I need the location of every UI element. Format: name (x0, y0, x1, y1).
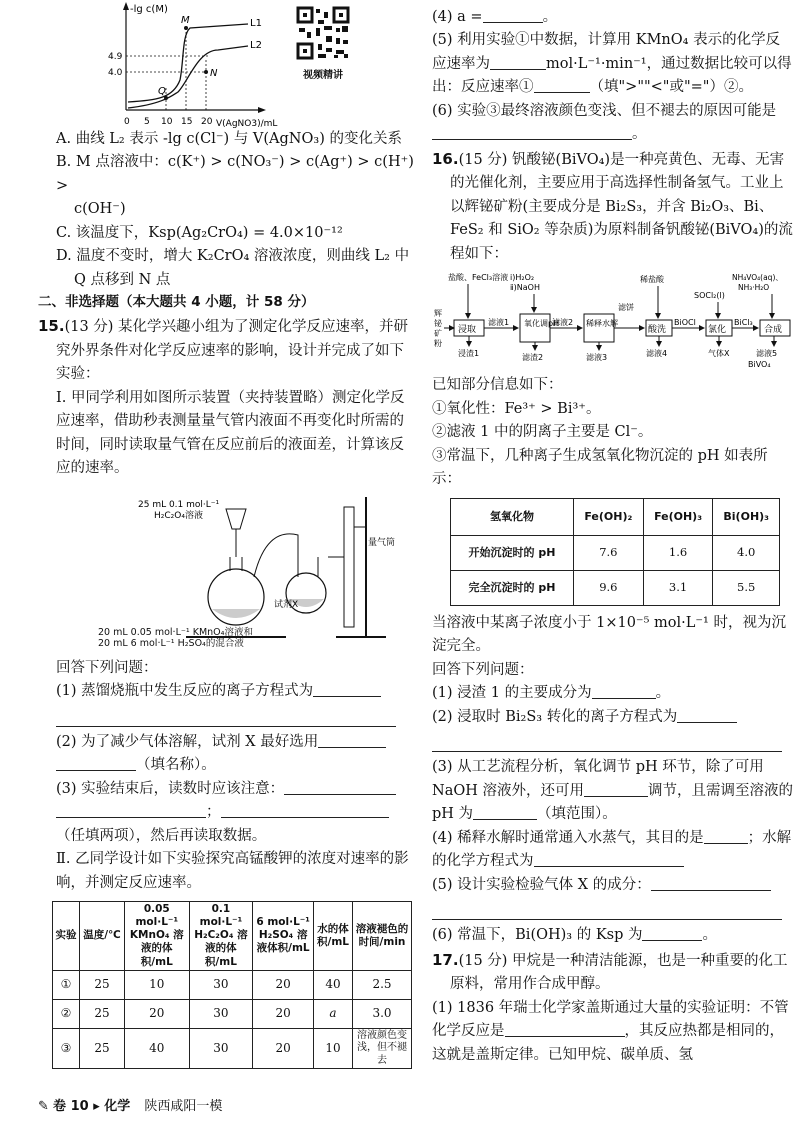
ph-header: 氢氧化物 (451, 498, 574, 535)
cell: 溶液颜色变浅，但不褪去 (353, 1028, 412, 1069)
flow-step-label: 合成 (764, 325, 783, 336)
cell: 30 (189, 970, 253, 999)
pen-icon: ✎ (38, 1099, 49, 1114)
q14-option-d: D. 温度不变时，增大 K₂CrO₄ 溶液浓度，则曲线 L₂ 中 (56, 248, 410, 265)
cell: 9.6 (574, 570, 644, 605)
apparatus-top-label-2: H₂C₂O₄溶液 (154, 510, 203, 521)
flow-between-4: BiCl₃ (734, 318, 753, 328)
q16-answer-3b[interactable] (473, 805, 537, 820)
curve-L2 (128, 46, 248, 108)
cell: 5.5 (713, 570, 780, 605)
q15-sub5-cont: mol·L⁻¹·min⁻¹，通过数据比较可以得出：反应速率① (432, 55, 792, 96)
q15-answer-2a[interactable] (318, 733, 386, 748)
x-tick-15: 15 (181, 117, 193, 127)
q16-number: 16. (432, 149, 459, 168)
q15-part-1: Ⅰ. 甲同学利用如图所示装置（夹持装置略）测定化学反应速率，借助秒表测量量气管内液面不再变化时所需的时间，同时读取量气管在反应前后的液面差，计算该反应的速率。 (56, 389, 405, 477)
apparatus-top-label: 25 mL 0.1 mol·L⁻¹ (138, 499, 220, 510)
q15-answer-5b[interactable] (534, 78, 590, 93)
q16-sub6: (6) 常温下，Bi(OH)₃ 的 Ksp 为 (432, 927, 643, 944)
figure-row (38, 0, 416, 128)
q15-sub3: (3) 实验结束后，读数时应该注意： (56, 780, 285, 797)
exp-header: 6 mol·L⁻¹ H₂SO₄ 溶液体积/mL (253, 902, 314, 971)
q15-sub5: (5) 利用实验①中数据，计算用 KMnO₄ 表示的化学反应速率为 (432, 32, 781, 72)
cell: 25 (80, 970, 125, 999)
cell: 2.5 (353, 970, 412, 999)
cell: 4.0 (713, 535, 780, 570)
q16-answer-4a[interactable] (704, 829, 748, 844)
flow-step-label: 浸取 (458, 325, 477, 336)
flow-reagent-5a: NH₄VO₄(aq)、 (732, 273, 783, 283)
x-tick-0: 0 (124, 117, 130, 127)
cell: 40 (314, 970, 353, 999)
flow-output-3: 滤液3 (586, 353, 608, 363)
curve-label-L1: L1 (250, 18, 262, 29)
flow-reagent-3: 稀盐酸 (640, 275, 664, 285)
q16-sub4: (4) 稀释水解时通常通入水蒸气，其目的是 (432, 829, 704, 846)
point-label-M: M (181, 15, 190, 26)
flow-reagent-4: SOCl₂(l) (694, 291, 725, 301)
flow-output-2: 滤渣2 (522, 353, 544, 363)
curve-L1 (128, 24, 248, 102)
point-label-N: N (210, 68, 218, 79)
apparatus-bottom-label-2: 20 mL 6 mol·L⁻¹ H₂SO₄的混合液 (98, 638, 244, 650)
q15-sub4: (4) a = (432, 9, 483, 25)
table-row (53, 999, 412, 1028)
apparatus-bottom-label: 20 mL 0.05 mol·L⁻¹ KMnO₄溶液和 (98, 626, 253, 638)
q15-answer-6[interactable] (432, 125, 632, 140)
flow-step-label: 酸洗 (648, 325, 667, 336)
q16-sub3-end: （填范围）。 (537, 806, 617, 823)
q15-answer-4[interactable] (483, 8, 543, 23)
cell: 30 (189, 1028, 253, 1069)
flow-step-label: 氧化调pH (524, 319, 560, 329)
q16-stem: (15 分) 钒酸铋(BiVO₄)是一种亮黄色、无毒、无害的光催化剂，主要应用于高选择性制备氢气。工业上以辉铋矿粉(主要成分是 Bi₂S₃，并含 Bi₂O₃、Bi、FeS₂ 和 SiO₂ 等杂质)为原料制备钒酸铋(BiVO₄)的流程如下： (450, 151, 793, 262)
flow-reagent-2b: ⅱ)NaOH (510, 283, 540, 293)
flow-between-3: BiOCl (674, 318, 696, 328)
q17-sub1-cont: ，其反应热都是相同的，这就是盖斯定律。已知甲烷、碳单质、氢 (432, 1023, 784, 1063)
footer-region: 陕西咸阳一模 (144, 1099, 223, 1114)
q15-number: 15. (38, 317, 65, 336)
flow-output-5: 气体X (708, 349, 730, 359)
section-heading: 二、非选择题（本大题共 4 小题，计 58 分） (38, 294, 315, 311)
apparatus-bottom-caption (98, 627, 253, 650)
cell: 25 (80, 1028, 125, 1069)
ph-table (450, 498, 780, 606)
q15-sub5-end: （填">""<"或"="）②。 (589, 79, 753, 96)
footer-label: 卷 10 ▸ 化学 (53, 1099, 131, 1114)
exp-header: 温度/℃ (80, 902, 125, 971)
right-column: (4) a = 。 (5) 利用实验①中数据，计算用 KMnO₄ 表示的化学反应速率为 mol·L⁻¹·min⁻¹，通过数据比较可以得出：反应速率① （填">""<"或"="）②。 (6) 实验③最终溶液颜色变浅、但不褪去的原因可能是。 16.(15 分) 钒酸铋(BiVO₄)是一种亮黄色、无毒、无害的光催化剂，主要应用于高选择性制备氢气。工业上以辉铋矿粉(主要成分是 Bi₂S₃，并含 Bi₂O₃、Bi、FeS₂ 和 SiO₂ 等杂质)为原料制备钒酸铋(BiVO₄)的流程如下： 辉铋矿粉 盐酸、FeCl₃溶液 浸取 滤液1 浸渣1 ⅰ)H₂O₂ ⅱ)NaOH 氧化调pH 滤液2 滤渣2 稀释水解 滤饼 滤液3 稀盐酸 酸洗 BiOCl 滤液4 SOCl₂(l) 氯化 BiCl₃ 气体X NH₄VO₄(aq)、 NH₃·H₂O 合成 滤液5 BiVO₄ 已知部分信息如下： ①氧化性：Fe³⁺ > Bi³⁺。 ②滤液 1 中的阴离子主要是 Cl⁻。 ③常温下，几种离子生成氢氧化物沉淀的 pH 如表所示： 氢氧化物 Fe(OH)₂ Fe(OH)₃ Bi(OH)₃ 开始沉淀时的 pH 7.6 1.6 4.0 完全沉淀时的 pH 9.6 3.1 5.5 当溶液中某离子浓度小于 1×10⁻⁵ mol·L⁻¹ 时，视为沉淀完全。 回答下列问题： (1) 浸渣 1 的主要成分为 。 (2) 浸取时 Bi₂S₃ 转化的离子方程式为 (3) 从工艺流程分析，氧化调节 pH 环节，除了可用 NaOH 溶液外，还可用 调节，且需调至溶液的 pH 为 （填范围）。 (4) 稀释水解时通常通入水蒸气，其目的是 ；水解的化学方程式为 (5) 设计实验检验气体 X 的成分： (6) 常温下，Bi(OH)₃ 的 Ksp 为 。 17.(15 分) 甲烷是一种清洁能源，也是一种重要的化工原料，常用作合成甲醇。 (1) 1836 年瑞士化学家盖斯通过大量的实验证明：不管化学反应是 ，其反应热都是相同的，这就是盖斯定律。已知甲烷、碳单质、氢 (432, 9, 793, 1063)
q15-answer-3b[interactable] (56, 803, 206, 818)
cell: 30 (189, 999, 253, 1028)
cell: 10 (125, 970, 190, 999)
cell: 3.0 (353, 999, 412, 1028)
q15-sub2: (2) 为了减少气体溶解，试剂 X 最好选用 (56, 733, 319, 750)
flow-reagent-1: 盐酸、FeCl₃溶液 (448, 273, 509, 283)
ph-header: Fe(OH)₃ (643, 498, 713, 535)
table-row (53, 970, 412, 999)
cell: 完全沉淀时的 pH (451, 570, 574, 605)
exp-header: 实验 (53, 902, 80, 971)
q16-info-1: ①氧化性：Fe³⁺ > Bi³⁺。 (432, 400, 601, 417)
exp-header: 溶液褪色的时间/min (353, 902, 412, 971)
q16-info-2: ②滤液 1 中的阴离子主要是 Cl⁻。 (432, 424, 653, 441)
table-row (53, 1028, 412, 1069)
qr-code-icon[interactable] (296, 6, 350, 60)
q15-answer-1a[interactable] (313, 682, 381, 697)
q16-sub4-cont: ；水解的化学方程式为 (432, 829, 792, 870)
cell: 20 (125, 999, 190, 1028)
curve-label-L2: L2 (250, 40, 262, 51)
q17-number: 17. (432, 950, 459, 969)
titration-graph (78, 0, 328, 128)
q16-answer-5a[interactable] (651, 876, 771, 891)
ph-header: Fe(OH)₂ (574, 498, 644, 535)
q16-sub3-cont: 调节，且需调至溶液的 pH 为 (432, 782, 793, 823)
q15-sub3-cont: （任填两项），然后再读取数据。 (56, 827, 267, 844)
q15-answer-5a[interactable] (490, 55, 546, 70)
q15-answer-1b[interactable] (56, 704, 396, 727)
q16-answer-5b[interactable] (432, 897, 782, 920)
table-row (451, 570, 780, 605)
q15-stem: (13 分) 某化学兴趣小组为了测定化学反应速率，并研究外界条件对化学反应速率的影响，设计并完成了如下实验： (56, 319, 409, 383)
gas-tube-label: 量气筒 (368, 537, 396, 548)
q17-sub1: (1) 1836 年瑞士化学家盖斯通过大量的实验证明：不管化学反应是 (432, 999, 789, 1040)
cell: 20 (253, 999, 314, 1028)
flow-step-label: 稀释水解 (586, 319, 618, 329)
flow-between-2: 滤液2 (552, 318, 574, 328)
table-row (451, 535, 780, 570)
cell: 7.6 (574, 535, 644, 570)
y-tick-4.0: 4.0 (108, 68, 123, 78)
q15-sub2-cont: （填名称）。 (136, 757, 216, 774)
cell: a (314, 999, 353, 1028)
cell: ② (53, 999, 80, 1028)
cell: 开始沉淀时的 pH (451, 535, 574, 570)
q16-sub1: (1) 浸渣 1 的主要成分为 (432, 685, 592, 702)
cell: 20 (253, 1028, 314, 1069)
q15-answer-3a[interactable] (284, 780, 396, 795)
cell: ③ (53, 1028, 80, 1069)
flow-output-6: 滤液5 (756, 349, 778, 359)
q15-answer-3-row: ； (56, 801, 416, 824)
reagent-x-label: 试剂X (274, 599, 299, 610)
flow-between-1: 滤液1 (488, 318, 510, 328)
exp-header: 水的体积/mL (314, 902, 353, 971)
q14-option-a: A. 曲线 L₂ 表示 -lg c(Cl⁻) 与 V(AgNO₃) 的变化关系 (56, 131, 402, 147)
point-label-Q: Q (158, 86, 166, 97)
q16-info-3: ③常温下，几种离子生成氢氧化物沉淀的 pH 如表所示： (432, 447, 768, 488)
cell: 10 (314, 1028, 353, 1069)
q16-sub3: (3) 从工艺流程分析，氧化调节 pH 环节，除了可用 NaOH 溶液外，还可用 (432, 759, 764, 799)
cell: 1.6 (643, 535, 713, 570)
q16-answer-2a[interactable] (677, 708, 737, 723)
flow-reagent-2a: ⅰ)H₂O₂ (510, 273, 535, 283)
qr-caption: 视频精讲 (303, 70, 343, 82)
q14-option-c: C. 该温度下，Ksp(Ag₂CrO₄) = 4.0×10⁻¹² (56, 224, 343, 241)
y-tick-4.9: 4.9 (108, 52, 123, 62)
q16-answer-6[interactable] (642, 926, 702, 941)
q17-answer-1[interactable] (505, 1022, 625, 1037)
exp-header: 0.1 mol·L⁻¹ H₂C₂O₄ 溶液的体积/mL (189, 902, 253, 971)
process-flow-diagram (432, 270, 794, 370)
q17-stem: (15 分) 甲烷是一种清洁能源，也是一种重要的化工原料，常用作合成甲醇。 (450, 952, 788, 993)
flow-start: 辉铋矿粉 (434, 309, 442, 349)
flow-output-1: 浸渣1 (458, 349, 480, 359)
cell: 3.1 (643, 570, 713, 605)
q15-part-2: Ⅱ. 乙同学设计如下实验探究高锰酸钾的浓度对速率的影响，并测定反应速率。 (56, 851, 409, 891)
x-tick-10: 10 (161, 117, 173, 127)
cell: ① (53, 970, 80, 999)
x-tick-20: 20 (201, 117, 213, 127)
left-column (38, 0, 416, 1069)
cell: 40 (125, 1028, 190, 1069)
ph-header: Bi(OH)₃ (713, 498, 780, 535)
flow-product: BiVO₄ (748, 360, 771, 370)
q16-answer-prompt: 回答下列问题： (432, 661, 534, 678)
x-tick-5: 5 (144, 117, 150, 127)
q15-answer-3c[interactable] (221, 803, 389, 818)
q16-answer-3a[interactable] (584, 782, 648, 797)
q16-sub2: (2) 浸取时 Bi₂S₃ 转化的离子方程式为 (432, 708, 678, 725)
flow-output-4: 滤液4 (646, 349, 668, 359)
q16-answer-4b[interactable] (534, 852, 684, 867)
q15-sub1: (1) 蒸馏烧瓶中发生反应的离子方程式为 (56, 683, 314, 700)
cell: 25 (80, 999, 125, 1028)
flow-reagent-5b: NH₃·H₂O (738, 283, 770, 293)
q15-answer-2b[interactable] (56, 756, 136, 771)
y-axis-label: -lg c(M) (130, 4, 168, 15)
q15-answer-prompt: 回答下列问题： (56, 659, 158, 676)
flow-step-label: 氯化 (708, 325, 727, 336)
q16-sub5: (5) 设计实验检验气体 X 的成分： (432, 876, 651, 893)
apparatus-figure (38, 487, 416, 657)
qr-block (296, 6, 350, 85)
cell: 20 (253, 970, 314, 999)
q16-known: 已知部分信息如下： (432, 377, 563, 394)
q16-note: 当溶液中某离子浓度小于 1×10⁻⁵ mol·L⁻¹ 时，视为沉淀完全。 (432, 614, 786, 655)
flow-filter-label: 滤饼 (618, 303, 634, 313)
q16-answer-1[interactable] (592, 684, 656, 699)
q14-option-d-cont: Q 点移到 N 点 (74, 271, 171, 288)
q14-option-b-cont: c(OH⁻) (74, 201, 126, 218)
q16-answer-2b[interactable] (432, 729, 782, 752)
exp-header: 0.05 mol·L⁻¹ KMnO₄ 溶液的体积/mL (125, 902, 190, 971)
q14-option-b: B. M 点溶液中：c(K⁺) > c(NO₃⁻) > c(Ag⁺) > c(H⁺) > (56, 154, 414, 194)
experiment-table (52, 901, 412, 1069)
page-footer (38, 1096, 222, 1117)
x-axis-label: V(AgNO3)/mL (216, 119, 278, 128)
q15-sub6: (6) 实验③最终溶液颜色变浅、但不褪去的原因可能是 (432, 102, 777, 119)
